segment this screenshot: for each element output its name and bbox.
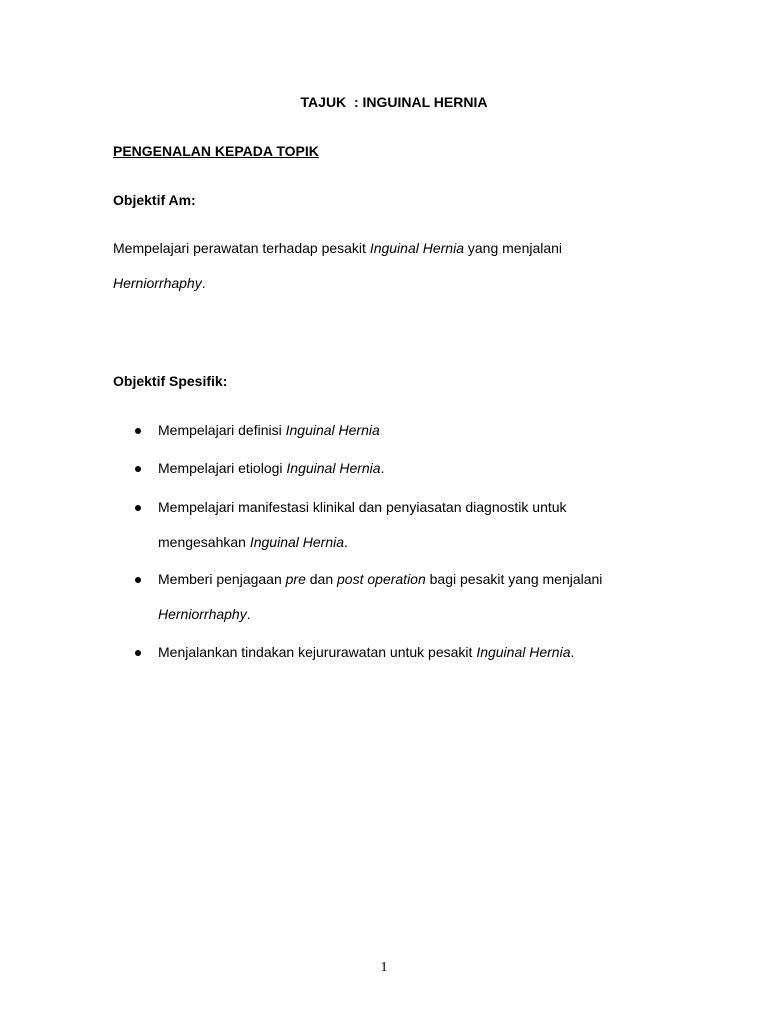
document-title: TAJUK : INGUINAL HERNIA — [300, 94, 488, 110]
section-heading: PENGENALAN KEPADA TOPIK — [113, 143, 319, 159]
text-segment: . — [570, 644, 575, 660]
text-segment: Memberi penjagaan — [158, 571, 286, 587]
list-item — [158, 571, 602, 587]
italic-term: Inguinal Hernia — [369, 240, 464, 256]
text-segment: yang menjalani — [463, 240, 563, 256]
objektif-am-heading: Objektif Am: — [113, 192, 196, 208]
objektif-spesifik-heading: Objektif Spesifik: — [113, 373, 228, 389]
objektif-am-line-1 — [113, 240, 562, 256]
text-segment: . — [201, 275, 206, 291]
page-number: 1 — [380, 960, 388, 975]
list-item — [158, 499, 567, 515]
italic-term: Inguinal Hernia — [286, 460, 381, 476]
italic-term: Herniorrhaphy — [113, 275, 202, 291]
text-segment: mengesahkan — [158, 534, 250, 550]
text-segment: bagi pesakit yang menjalani — [425, 571, 603, 587]
list-item — [158, 422, 380, 438]
text-segment: dan — [305, 571, 338, 587]
list-item-continuation — [158, 606, 251, 622]
bullet-icon — [135, 577, 141, 583]
text-segment: Mempelajari manifestasi klinikal dan penyiasatan diagnostik untuk — [158, 499, 567, 515]
text-segment: Mempelajari perawatan terhadap pesakit — [113, 240, 370, 256]
text-segment: . — [246, 606, 251, 622]
list-item-continuation — [158, 534, 348, 550]
bullet-icon — [135, 505, 141, 511]
bullet-icon — [135, 428, 141, 434]
italic-term: Inguinal Hernia — [285, 422, 380, 438]
list-item — [158, 644, 574, 660]
text-segment: . — [344, 534, 348, 550]
text-segment: Menjalankan tindakan kejururawatan untuk pesakit — [158, 644, 477, 660]
italic-term: post operation — [337, 571, 426, 587]
text-segment: . — [380, 460, 385, 476]
objektif-am-line-2 — [113, 275, 206, 291]
list-item — [158, 460, 384, 476]
italic-term: Inguinal Hernia — [249, 534, 345, 550]
italic-term: pre — [285, 571, 306, 587]
bullet-icon — [135, 650, 141, 656]
text-segment: Mempelajari definisi — [158, 422, 286, 438]
italic-term: Herniorrhaphy — [158, 606, 247, 622]
bullet-icon — [135, 466, 141, 472]
italic-term: Inguinal Hernia — [476, 644, 571, 660]
text-segment: Mempelajari etiologi — [158, 460, 287, 476]
